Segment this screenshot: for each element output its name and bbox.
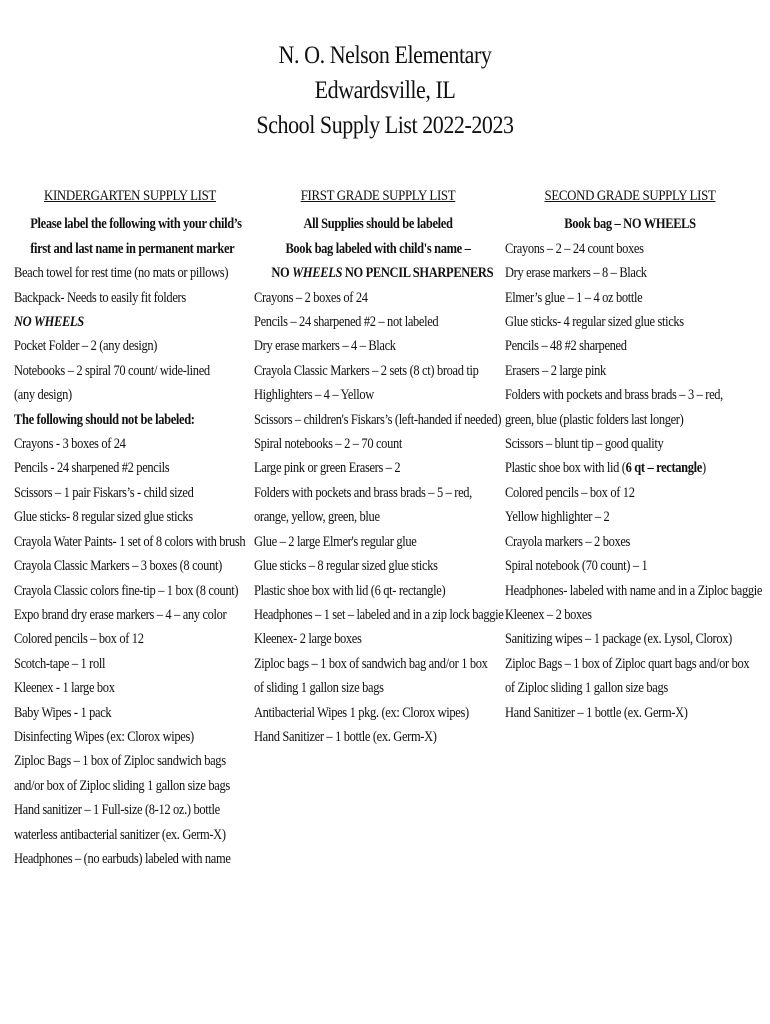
list-item: Crayola Classic colors fine-tip – 1 box (8 count) (14, 582, 239, 599)
list-item: Disinfecting Wipes (ex: Clorox wipes) (14, 728, 194, 745)
note-sharpeners: NO PENCIL SHARPENERS (342, 265, 494, 282)
list-item: Folders with pockets and brass brads – 5 – red, (254, 484, 472, 501)
kindergarten-list (14, 432, 246, 871)
second-grade-note: Book bag – NO WHEELS (564, 216, 696, 233)
second-grade-list (505, 481, 763, 725)
list-item: Backpack- Needs to easily fit folders (14, 289, 186, 306)
list-item: Hand Sanitizer – 1 bottle (ex. Germ-X) (505, 704, 688, 721)
list-item: Notebooks – 2 spiral 70 count/ wide-lined (14, 362, 210, 379)
first-grade-note: Book bag labeled with child's name – (285, 240, 471, 257)
list-item: Colored pencils – box of 12 (505, 484, 635, 501)
list-item: Hand Sanitizer – 1 bottle (ex. Germ-X) (254, 728, 437, 745)
shoebox-size: 6 qt – rectangle (625, 460, 702, 477)
list-item: Antibacterial Wipes 1 pkg. (ex: Clorox wipes) (254, 704, 469, 721)
list-item: Ziploc bags – 1 box of sandwich bag and/or 1 box (254, 655, 488, 672)
kindergarten-header: KINDERGARTEN SUPPLY LIST (44, 188, 216, 204)
note-wheels: WHEELS (292, 265, 343, 282)
list-item: Crayola markers – 2 boxes (505, 533, 631, 550)
school-name: N. O. Nelson Elementary (278, 42, 492, 69)
kindergarten-list (14, 261, 246, 310)
list-item: Kleenex - 1 large box (14, 680, 115, 697)
list-item (505, 456, 720, 480)
list-item: Kleenex- 2 large boxes (254, 631, 362, 648)
list-item: Erasers – 2 large pink (505, 362, 606, 379)
list-item: Spiral notebooks – 2 – 70 count (254, 436, 402, 453)
list-item: Highlighters – 4 – Yellow (254, 387, 374, 404)
second-grade-list (505, 237, 755, 457)
second-grade-column (505, 184, 763, 725)
list-item: Pocket Folder – 2 (any design) (14, 338, 158, 355)
list-item: Plastic shoe box with lid (6 qt- rectangle) (254, 582, 446, 599)
list-item: Elmer’s glue – 1 – 4 oz bottle (505, 289, 643, 306)
list-item: Folders with pockets and brass brads – 3 – red, (505, 387, 723, 404)
list-item: Expo brand dry erase markers – 4 – any color (14, 606, 227, 623)
list-item: Pencils – 48 #2 sharpened (505, 338, 627, 355)
list-item: Glue sticks – 8 regular sized glue sticks (254, 558, 438, 575)
list-item: Headphones- labeled with name and in a Ziploc baggie (505, 582, 763, 599)
list-item: Headphones – (no earbuds) labeled with name (14, 850, 231, 867)
list-item: Pencils – 24 sharpened #2 – not labeled (254, 314, 439, 331)
kindergarten-no-wheels: NO WHEELS (14, 314, 84, 331)
list-item: Yellow highlighter – 2 (505, 509, 610, 526)
list-item: Crayola Classic Markers – 3 boxes (8 count) (14, 558, 222, 575)
list-item: Glue – 2 large Elmer's regular glue (254, 533, 417, 550)
list-item: Colored pencils – box of 12 (14, 631, 144, 648)
list-item: Crayons – 2 boxes of 24 (254, 289, 368, 306)
list-item: Hand sanitizer – 1 Full-size (8-12 oz.) bottle (14, 802, 220, 819)
note-no: NO (271, 265, 293, 282)
kindergarten-note: first and last name in permanent marker (30, 240, 235, 257)
shoebox-post: ) (701, 460, 706, 477)
shoebox-pre: Plastic shoe box with lid ( (505, 460, 626, 477)
list-item: green, blue (plastic folders last longer) (505, 411, 684, 428)
list-item: Crayons - 3 boxes of 24 (14, 436, 126, 453)
list-item: and/or box of Ziploc sliding 1 gallon size bags (14, 777, 230, 794)
list-item: (any design) (14, 387, 72, 404)
list-item: Spiral notebook (70 count) – 1 (505, 558, 648, 575)
list-item: of Ziploc sliding 1 gallon size bags (505, 680, 668, 697)
kindergarten-column (14, 184, 246, 871)
kindergarten-note: Please label the following with your child’s (30, 216, 242, 233)
list-item: Kleenex – 2 boxes (505, 606, 592, 623)
list-item: Crayola Classic Markers – 2 sets (8 ct) broad tip (254, 362, 479, 379)
second-grade-header: SECOND GRADE SUPPLY LIST (544, 188, 716, 204)
list-item: Headphones – 1 set – labeled and in a zip lock baggie (254, 606, 504, 623)
first-grade-header: FIRST GRADE SUPPLY LIST (300, 188, 456, 204)
list-item: Crayola Water Paints- 1 set of 8 colors with brush (14, 533, 246, 550)
list-item: Scissors – blunt tip – good quality (505, 436, 664, 453)
list-item: Ziploc Bags – 1 box of Ziploc sandwich bags (14, 753, 226, 770)
list-item: Dry erase markers – 8 – Black (505, 265, 647, 282)
list-item: of sliding 1 gallon size bags (254, 680, 384, 697)
first-grade-note (271, 261, 494, 285)
list-item: Crayons – 2 – 24 count boxes (505, 240, 644, 257)
kindergarten-list (14, 334, 246, 407)
list-item: Pencils - 24 sharpened #2 pencils (14, 460, 170, 477)
list-item: Sanitizing wipes – 1 package (ex. Lysol, Clorox) (505, 631, 732, 648)
list-item: Ziploc Bags – 1 box of Ziploc quart bags and/or box (505, 655, 750, 672)
list-item: Scissors – 1 pair Fiskars’s - child sized (14, 484, 194, 501)
kindergarten-not-labeled-heading: The following should not be labeled: (14, 411, 195, 428)
list-item: waterless antibacterial sanitizer (ex. Germ-X) (14, 826, 226, 843)
document-title (0, 38, 770, 143)
first-grade-column (254, 184, 502, 749)
school-city: Edwardsville, IL (314, 77, 456, 104)
list-title: School Supply List 2022-2023 (256, 112, 514, 139)
list-item: Glue sticks- 8 regular sized glue sticks (14, 509, 193, 526)
list-item: Scissors – children's Fiskars’s (left-handed if needed) (254, 411, 502, 428)
list-item: Beach towel for rest time (no mats or pillows) (14, 265, 229, 282)
list-item: orange, yellow, green, blue (254, 509, 380, 526)
first-grade-list (254, 286, 502, 750)
list-item: Baby Wipes - 1 pack (14, 704, 112, 721)
list-item: Dry erase markers – 4 – Black (254, 338, 396, 355)
list-item: Glue sticks- 4 regular sized glue sticks (505, 314, 684, 331)
list-item: Scotch-tape – 1 roll (14, 655, 106, 672)
list-item: Large pink or green Erasers – 2 (254, 460, 401, 477)
first-grade-note: All Supplies should be labeled (303, 216, 453, 233)
